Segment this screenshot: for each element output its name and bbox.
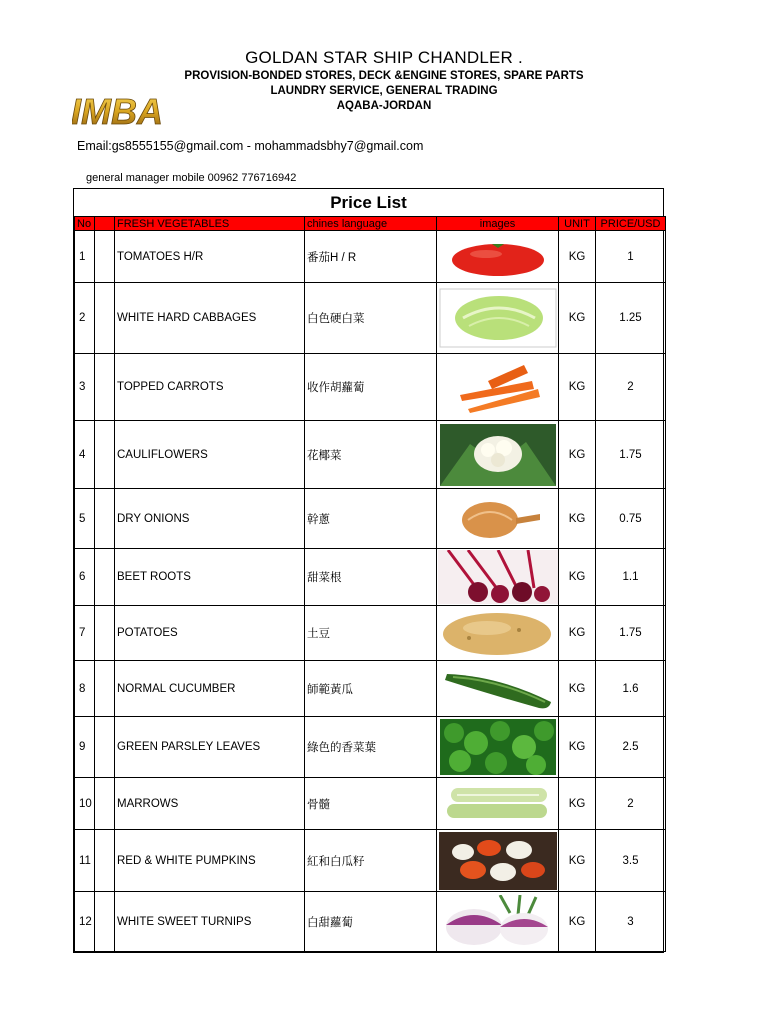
row-number: 10 [75,778,95,830]
turnip-image [437,892,559,952]
item-name: TOMATOES H/R [115,231,305,283]
cucumber-image [437,661,559,717]
unit: KG [559,661,596,717]
blank-cell [95,778,115,830]
price: 3 [596,892,666,952]
col-chinese-header: chines language [305,217,437,231]
blank-cell [95,606,115,661]
contact-emails: Email:gs8555155@gmail.com - mohammadsbhy7@gmail.com [77,139,424,153]
row-number: 9 [75,717,95,778]
table-row [75,283,666,354]
row-number: 11 [75,830,95,892]
unit: KG [559,354,596,421]
row-number: 8 [75,661,95,717]
unit: KG [559,830,596,892]
item-name: WHITE HARD CABBAGES [115,283,305,354]
unit: KG [559,489,596,549]
item-name: NORMAL CUCUMBER [115,661,305,717]
unit: KG [559,778,596,830]
row-number: 4 [75,421,95,489]
price-list-sheet [73,188,664,953]
onion-image [437,489,559,549]
blank-cell [95,830,115,892]
chinese-name: 番茄H / R [305,231,437,283]
unit: KG [559,549,596,606]
pumpkins-image [437,830,559,892]
item-name: DRY ONIONS [115,489,305,549]
blank-cell [95,892,115,952]
chinese-name: 甜菜根 [305,549,437,606]
col-blank-header [95,217,115,231]
row-number: 7 [75,606,95,661]
item-name: BEET ROOTS [115,549,305,606]
row-number: 1 [75,231,95,283]
imba-logo [72,88,162,132]
chinese-name: 幹蔥 [305,489,437,549]
cauliflower-image [437,421,559,489]
tagline-trading: LAUNDRY SERVICE, GENERAL TRADING [270,85,498,97]
unit: KG [559,231,596,283]
item-name: CAULIFLOWERS [115,421,305,489]
blank-cell [95,283,115,354]
table-row [75,778,666,830]
price: 2.5 [596,717,666,778]
price: 1.75 [596,421,666,489]
price: 1 [596,231,666,283]
blank-cell [95,489,115,549]
item-name: POTATOES [115,606,305,661]
price: 1.1 [596,549,666,606]
manager-mobile: general manager mobile 00962 776716942 [86,172,297,184]
col-unit-header: UNIT [559,217,596,231]
item-name: WHITE SWEET TURNIPS [115,892,305,952]
price: 1.75 [596,606,666,661]
tagline-services: PROVISION-BONDED STORES, DECK &ENGINE STORES, SPARE PARTS [184,70,584,82]
cabbage-image [437,283,559,354]
item-name: RED & WHITE PUMPKINS [115,830,305,892]
chinese-name: 白色硬白菜 [305,283,437,354]
chinese-name: 花椰菜 [305,421,437,489]
table-row [75,231,666,283]
table-row [75,421,666,489]
row-number: 2 [75,283,95,354]
col-no-header: No [75,217,95,231]
tomato-image [437,231,559,283]
price: 0.75 [596,489,666,549]
table-row [75,489,666,549]
table-row [75,606,666,661]
price-table [74,216,666,952]
price: 2 [596,354,666,421]
parsley-image [437,717,559,778]
table-row [75,661,666,717]
table-row [75,892,666,952]
svg-text:IMBA: IMBA [72,91,162,132]
blank-cell [95,549,115,606]
blank-cell [95,354,115,421]
price: 1.6 [596,661,666,717]
price-list-title: Price List [330,193,407,212]
potato-image [437,606,559,661]
chinese-name: 收作胡蘿蔔 [305,354,437,421]
chinese-name: 土豆 [305,606,437,661]
table-row [75,830,666,892]
row-number: 6 [75,549,95,606]
tagline-location: AQABA-JORDAN [336,100,432,112]
chinese-name: 師範黃瓜 [305,661,437,717]
unit: KG [559,606,596,661]
beetroot-image [437,549,559,606]
item-name: GREEN PARSLEY LEAVES [115,717,305,778]
row-number: 5 [75,489,95,549]
unit: KG [559,717,596,778]
unit: KG [559,421,596,489]
blank-cell [95,421,115,489]
table-row [75,717,666,778]
item-name: TOPPED CARROTS [115,354,305,421]
col-price-header: PRICE/USD [596,217,666,231]
item-name: MARROWS [115,778,305,830]
table-row [75,549,666,606]
price: 3.5 [596,830,666,892]
row-number: 12 [75,892,95,952]
blank-cell [95,231,115,283]
blank-cell [95,661,115,717]
unit: KG [559,283,596,354]
carrots-image [437,354,559,421]
col-item-header: FRESH VEGETABLES [115,217,305,231]
price: 2 [596,778,666,830]
chinese-name: 綠色的香菜葉 [305,717,437,778]
table-header-row [75,217,666,231]
chinese-name: 紅和白瓜籽 [305,830,437,892]
table-row [75,354,666,421]
row-number: 3 [75,354,95,421]
company-name: GOLDAN STAR SHIP CHANDLER . [245,48,523,67]
marrow-image [437,778,559,830]
blank-cell [95,717,115,778]
col-images-header: images [437,217,559,231]
chinese-name: 白甜蘿蔔 [305,892,437,952]
unit: KG [559,892,596,952]
chinese-name: 骨髓 [305,778,437,830]
price: 1.25 [596,283,666,354]
